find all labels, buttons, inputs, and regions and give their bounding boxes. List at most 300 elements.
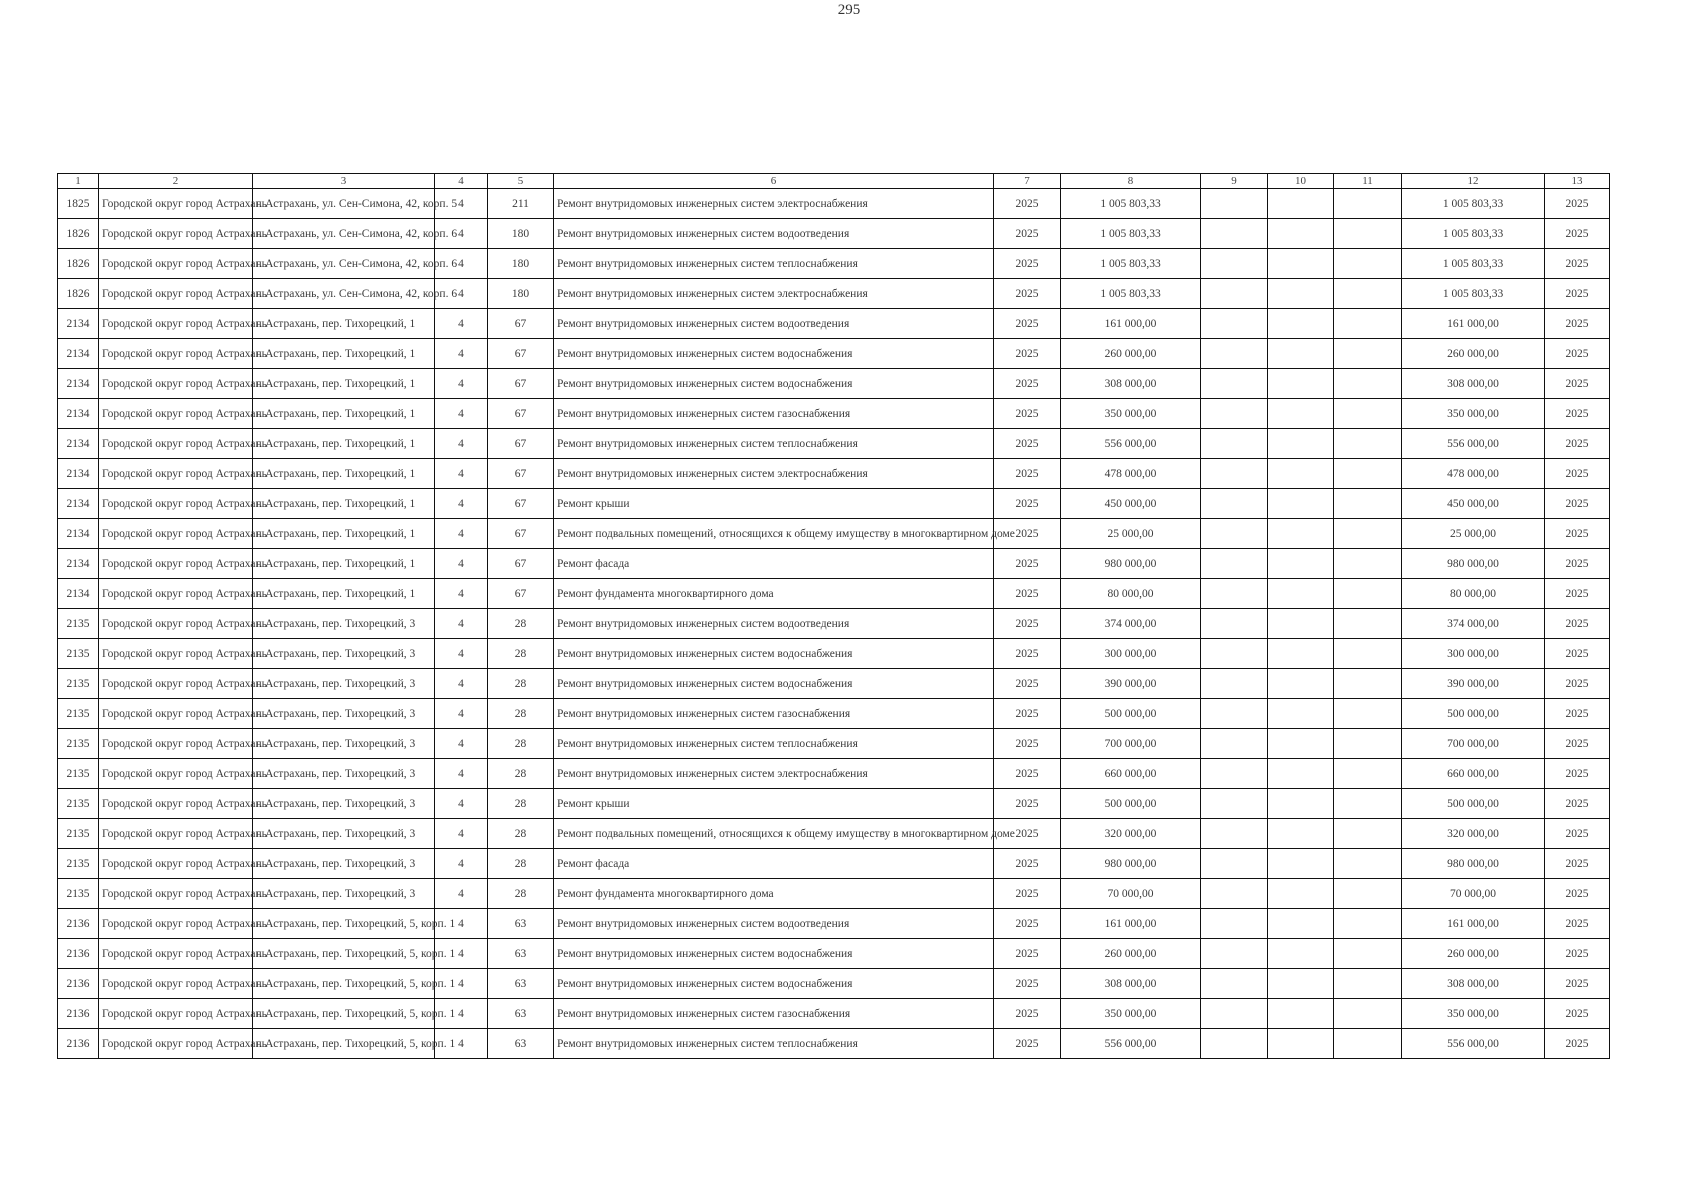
table-row [58,909,1610,939]
owner-funds-cell: 350 000,00 [1402,999,1545,1029]
completion-year-cell: 2025 [1545,609,1610,639]
total-cost-cell: 478 000,00 [1061,459,1201,489]
floors-count-cell: 4 [435,399,488,429]
col-10-cell [1268,639,1334,669]
work-type-cell: Ремонт внутридомовых инженерных систем теплоснабжения [554,249,994,279]
apartments-count-cell: 63 [488,939,554,969]
apartments-count-cell: 28 [488,699,554,729]
total-cost-cell: 556 000,00 [1061,1029,1201,1059]
completion-year-cell: 2025 [1545,459,1610,489]
col-9-cell [1201,909,1268,939]
col-9-cell [1201,189,1268,219]
table-row [58,459,1610,489]
total-cost-cell: 980 000,00 [1061,549,1201,579]
work-type-cell: Ремонт подвальных помещений, относящихся к общему имуществу в многоквартирном доме [554,519,994,549]
completion-year-cell: 2025 [1545,339,1610,369]
col-10-cell [1268,369,1334,399]
col-9-cell [1201,579,1268,609]
owner-funds-cell: 320 000,00 [1402,819,1545,849]
planned-year-cell: 2025 [994,639,1061,669]
planned-year-cell: 2025 [994,999,1061,1029]
table-row [58,1029,1610,1059]
col-9-cell [1201,369,1268,399]
completion-year-cell: 2025 [1545,249,1610,279]
planned-year-cell: 2025 [994,909,1061,939]
header-cell: 13 [1545,174,1610,189]
work-type-cell: Ремонт внутридомовых инженерных систем теплоснабжения [554,729,994,759]
address-cell: г. Астрахань, пер. Тихорецкий, 1 [253,519,435,549]
col-11-cell [1334,699,1402,729]
total-cost-cell: 70 000,00 [1061,879,1201,909]
floors-count-cell: 4 [435,309,488,339]
floors-count-cell: 4 [435,879,488,909]
header-cell: 11 [1334,174,1402,189]
total-cost-cell: 308 000,00 [1061,369,1201,399]
col-10-cell [1268,189,1334,219]
address-cell: г. Астрахань, ул. Сен-Симона, 42, корп. 6 [253,249,435,279]
header-cell: 6 [554,174,994,189]
col-9-cell [1201,219,1268,249]
work-type-cell: Ремонт внутридомовых инженерных систем водоснабжения [554,639,994,669]
owner-funds-cell: 350 000,00 [1402,399,1545,429]
municipality-cell: Городской округ город Астрахань [99,639,253,669]
apartments-count-cell: 180 [488,249,554,279]
header-cell: 2 [99,174,253,189]
planned-year-cell: 2025 [994,519,1061,549]
planned-year-cell: 2025 [994,669,1061,699]
planned-year-cell: 2025 [994,549,1061,579]
owner-funds-cell: 556 000,00 [1402,429,1545,459]
municipality-cell: Городской округ город Астрахань [99,819,253,849]
apartments-count-cell: 67 [488,489,554,519]
completion-year-cell: 2025 [1545,969,1610,999]
row-number-cell: 2134 [58,429,99,459]
completion-year-cell: 2025 [1545,639,1610,669]
municipality-cell: Городской округ город Астрахань [99,369,253,399]
col-10-cell [1268,309,1334,339]
owner-funds-cell: 300 000,00 [1402,639,1545,669]
total-cost-cell: 450 000,00 [1061,489,1201,519]
work-type-cell: Ремонт внутридомовых инженерных систем водоотведения [554,309,994,339]
table-row [58,789,1610,819]
apartments-count-cell: 67 [488,429,554,459]
total-cost-cell: 1 005 803,33 [1061,249,1201,279]
municipality-cell: Городской округ город Астрахань [99,279,253,309]
floors-count-cell: 4 [435,519,488,549]
work-type-cell: Ремонт крыши [554,789,994,819]
owner-funds-cell: 700 000,00 [1402,729,1545,759]
col-11-cell [1334,399,1402,429]
owner-funds-cell: 308 000,00 [1402,369,1545,399]
address-cell: г. Астрахань, пер. Тихорецкий, 5, корп. 1 [253,909,435,939]
col-9-cell [1201,969,1268,999]
floors-count-cell: 4 [435,1029,488,1059]
apartments-count-cell: 28 [488,849,554,879]
col-10-cell [1268,729,1334,759]
work-type-cell: Ремонт внутридомовых инженерных систем электроснабжения [554,189,994,219]
address-cell: г. Астрахань, ул. Сен-Симона, 42, корп. 5 [253,189,435,219]
header-cell: 7 [994,174,1061,189]
completion-year-cell: 2025 [1545,579,1610,609]
table-row [58,819,1610,849]
table-row [58,489,1610,519]
header-cell: 1 [58,174,99,189]
col-10-cell [1268,249,1334,279]
table-row [58,759,1610,789]
apartments-count-cell: 28 [488,879,554,909]
col-9-cell [1201,489,1268,519]
apartments-count-cell: 67 [488,369,554,399]
floors-count-cell: 4 [435,699,488,729]
col-11-cell [1334,879,1402,909]
apartments-count-cell: 63 [488,1029,554,1059]
col-9-cell [1201,519,1268,549]
municipality-cell: Городской округ город Астрахань [99,489,253,519]
owner-funds-cell: 25 000,00 [1402,519,1545,549]
total-cost-cell: 350 000,00 [1061,999,1201,1029]
apartments-count-cell: 28 [488,789,554,819]
planned-year-cell: 2025 [994,399,1061,429]
work-type-cell: Ремонт фундамента многоквартирного дома [554,879,994,909]
address-cell: г. Астрахань, пер. Тихорецкий, 3 [253,609,435,639]
owner-funds-cell: 478 000,00 [1402,459,1545,489]
apartments-count-cell: 28 [488,759,554,789]
col-11-cell [1334,489,1402,519]
work-type-cell: Ремонт внутридомовых инженерных систем водоснабжения [554,939,994,969]
work-type-cell: Ремонт внутридомовых инженерных систем газоснабжения [554,399,994,429]
col-10-cell [1268,399,1334,429]
table-row [58,369,1610,399]
col-11-cell [1334,999,1402,1029]
address-cell: г. Астрахань, пер. Тихорецкий, 1 [253,489,435,519]
header-cell: 8 [1061,174,1201,189]
municipality-cell: Городской округ город Астрахань [99,189,253,219]
col-11-cell [1334,279,1402,309]
planned-year-cell: 2025 [994,729,1061,759]
apartments-count-cell: 211 [488,189,554,219]
address-cell: г. Астрахань, пер. Тихорецкий, 3 [253,759,435,789]
header-cell: 4 [435,174,488,189]
col-11-cell [1334,1029,1402,1059]
header-cell: 12 [1402,174,1545,189]
owner-funds-cell: 980 000,00 [1402,849,1545,879]
table-row [58,669,1610,699]
address-cell: г. Астрахань, пер. Тихорецкий, 3 [253,639,435,669]
completion-year-cell: 2025 [1545,729,1610,759]
table-body [58,174,1610,1059]
municipality-cell: Городской округ город Астрахань [99,519,253,549]
col-9-cell [1201,1029,1268,1059]
apartments-count-cell: 63 [488,999,554,1029]
work-type-cell: Ремонт внутридомовых инженерных систем водоснабжения [554,369,994,399]
owner-funds-cell: 1 005 803,33 [1402,219,1545,249]
total-cost-cell: 300 000,00 [1061,639,1201,669]
col-10-cell [1268,339,1334,369]
work-type-cell: Ремонт внутридомовых инженерных систем теплоснабжения [554,1029,994,1059]
municipality-cell: Городской округ город Астрахань [99,759,253,789]
table-row [58,519,1610,549]
floors-count-cell: 4 [435,579,488,609]
col-9-cell [1201,399,1268,429]
address-cell: г. Астрахань, пер. Тихорецкий, 3 [253,729,435,759]
total-cost-cell: 1 005 803,33 [1061,279,1201,309]
header-cell: 9 [1201,174,1268,189]
total-cost-cell: 374 000,00 [1061,609,1201,639]
owner-funds-cell: 260 000,00 [1402,339,1545,369]
completion-year-cell: 2025 [1545,849,1610,879]
completion-year-cell: 2025 [1545,549,1610,579]
owner-funds-cell: 308 000,00 [1402,969,1545,999]
work-type-cell: Ремонт крыши [554,489,994,519]
owner-funds-cell: 161 000,00 [1402,309,1545,339]
municipality-cell: Городской округ город Астрахань [99,429,253,459]
floors-count-cell: 4 [435,489,488,519]
total-cost-cell: 700 000,00 [1061,729,1201,759]
address-cell: г. Астрахань, пер. Тихорецкий, 3 [253,669,435,699]
col-11-cell [1334,459,1402,489]
table-row [58,849,1610,879]
col-10-cell [1268,789,1334,819]
col-10-cell [1268,549,1334,579]
col-11-cell [1334,939,1402,969]
municipality-cell: Городской округ город Астрахань [99,669,253,699]
address-cell: г. Астрахань, пер. Тихорецкий, 1 [253,429,435,459]
row-number-cell: 2135 [58,819,99,849]
floors-count-cell: 4 [435,759,488,789]
owner-funds-cell: 260 000,00 [1402,939,1545,969]
row-number-cell: 2135 [58,879,99,909]
address-cell: г. Астрахань, пер. Тихорецкий, 3 [253,789,435,819]
header-cell: 5 [488,174,554,189]
municipality-cell: Городской округ город Астрахань [99,459,253,489]
row-number-cell: 2134 [58,369,99,399]
address-cell: г. Астрахань, пер. Тихорецкий, 1 [253,549,435,579]
address-cell: г. Астрахань, пер. Тихорецкий, 3 [253,879,435,909]
floors-count-cell: 4 [435,279,488,309]
col-9-cell [1201,429,1268,459]
total-cost-cell: 260 000,00 [1061,339,1201,369]
floors-count-cell: 4 [435,669,488,699]
municipality-cell: Городской округ город Астрахань [99,399,253,429]
total-cost-cell: 350 000,00 [1061,399,1201,429]
planned-year-cell: 2025 [994,849,1061,879]
address-cell: г. Астрахань, пер. Тихорецкий, 1 [253,369,435,399]
municipality-cell: Городской округ город Астрахань [99,849,253,879]
row-number-cell: 2136 [58,909,99,939]
work-type-cell: Ремонт внутридомовых инженерных систем водоотведения [554,219,994,249]
row-number-cell: 1826 [58,279,99,309]
work-type-cell: Ремонт внутридомовых инженерных систем газоснабжения [554,999,994,1029]
total-cost-cell: 161 000,00 [1061,909,1201,939]
row-number-cell: 1826 [58,219,99,249]
address-cell: г. Астрахань, пер. Тихорецкий, 3 [253,699,435,729]
work-type-cell: Ремонт внутридомовых инженерных систем теплоснабжения [554,429,994,459]
apartments-count-cell: 67 [488,459,554,489]
municipality-cell: Городской округ город Астрахань [99,729,253,759]
col-10-cell [1268,579,1334,609]
total-cost-cell: 660 000,00 [1061,759,1201,789]
completion-year-cell: 2025 [1545,369,1610,399]
municipality-cell: Городской округ город Астрахань [99,999,253,1029]
col-9-cell [1201,819,1268,849]
row-number-cell: 2135 [58,699,99,729]
col-11-cell [1334,639,1402,669]
completion-year-cell: 2025 [1545,219,1610,249]
planned-year-cell: 2025 [994,789,1061,819]
owner-funds-cell: 161 000,00 [1402,909,1545,939]
table-row [58,579,1610,609]
col-11-cell [1334,249,1402,279]
table-row [58,879,1610,909]
row-number-cell: 2134 [58,489,99,519]
floors-count-cell: 4 [435,639,488,669]
col-11-cell [1334,429,1402,459]
row-number-cell: 2135 [58,609,99,639]
col-10-cell [1268,699,1334,729]
row-number-cell: 2136 [58,1029,99,1059]
col-10-cell [1268,999,1334,1029]
col-11-cell [1334,789,1402,819]
planned-year-cell: 2025 [994,879,1061,909]
col-10-cell [1268,429,1334,459]
municipality-cell: Городской округ город Астрахань [99,699,253,729]
table-row [58,399,1610,429]
col-10-cell [1268,609,1334,639]
table-row [58,339,1610,369]
row-number-cell: 2135 [58,759,99,789]
owner-funds-cell: 390 000,00 [1402,669,1545,699]
planned-year-cell: 2025 [994,969,1061,999]
table-row [58,939,1610,969]
planned-year-cell: 2025 [994,279,1061,309]
municipality-cell: Городской округ город Астрахань [99,309,253,339]
col-9-cell [1201,849,1268,879]
total-cost-cell: 556 000,00 [1061,429,1201,459]
col-11-cell [1334,669,1402,699]
address-cell: г. Астрахань, пер. Тихорецкий, 1 [253,339,435,369]
table-row [58,189,1610,219]
col-11-cell [1334,579,1402,609]
completion-year-cell: 2025 [1545,939,1610,969]
work-type-cell: Ремонт внутридомовых инженерных систем водоснабжения [554,669,994,699]
completion-year-cell: 2025 [1545,429,1610,459]
owner-funds-cell: 374 000,00 [1402,609,1545,639]
owner-funds-cell: 556 000,00 [1402,1029,1545,1059]
address-cell: г. Астрахань, ул. Сен-Симона, 42, корп. 6 [253,219,435,249]
col-9-cell [1201,459,1268,489]
municipality-cell: Городской округ город Астрахань [99,1029,253,1059]
col-10-cell [1268,849,1334,879]
total-cost-cell: 1 005 803,33 [1061,219,1201,249]
row-number-cell: 2134 [58,549,99,579]
header-cell: 10 [1268,174,1334,189]
col-11-cell [1334,369,1402,399]
completion-year-cell: 2025 [1545,189,1610,219]
col-9-cell [1201,699,1268,729]
table-row [58,429,1610,459]
col-10-cell [1268,969,1334,999]
owner-funds-cell: 1 005 803,33 [1402,279,1545,309]
floors-count-cell: 4 [435,729,488,759]
completion-year-cell: 2025 [1545,699,1610,729]
table-row [58,999,1610,1029]
col-10-cell [1268,489,1334,519]
col-10-cell [1268,219,1334,249]
col-9-cell [1201,939,1268,969]
floors-count-cell: 4 [435,789,488,819]
floors-count-cell: 4 [435,849,488,879]
municipality-cell: Городской округ город Астрахань [99,609,253,639]
work-type-cell: Ремонт внутридомовых инженерных систем водоснабжения [554,969,994,999]
col-10-cell [1268,759,1334,789]
row-number-cell: 2134 [58,459,99,489]
address-cell: г. Астрахань, пер. Тихорецкий, 5, корп. 1 [253,999,435,1029]
work-type-cell: Ремонт внутридомовых инженерных систем водоснабжения [554,339,994,369]
planned-year-cell: 2025 [994,579,1061,609]
municipality-cell: Городской округ город Астрахань [99,249,253,279]
col-10-cell [1268,459,1334,489]
table-row [58,729,1610,759]
owner-funds-cell: 450 000,00 [1402,489,1545,519]
completion-year-cell: 2025 [1545,399,1610,429]
total-cost-cell: 500 000,00 [1061,699,1201,729]
total-cost-cell: 260 000,00 [1061,939,1201,969]
col-11-cell [1334,819,1402,849]
row-number-cell: 1825 [58,189,99,219]
repair-plan-table [57,173,1610,1059]
planned-year-cell: 2025 [994,309,1061,339]
table-row [58,279,1610,309]
col-11-cell [1334,909,1402,939]
table-row [58,969,1610,999]
completion-year-cell: 2025 [1545,909,1610,939]
completion-year-cell: 2025 [1545,759,1610,789]
planned-year-cell: 2025 [994,339,1061,369]
work-type-cell: Ремонт фасада [554,849,994,879]
address-cell: г. Астрахань, пер. Тихорецкий, 1 [253,579,435,609]
address-cell: г. Астрахань, пер. Тихорецкий, 1 [253,459,435,489]
apartments-count-cell: 28 [488,819,554,849]
work-type-cell: Ремонт внутридомовых инженерных систем электроснабжения [554,759,994,789]
col-9-cell [1201,339,1268,369]
total-cost-cell: 390 000,00 [1061,669,1201,699]
col-11-cell [1334,849,1402,879]
work-type-cell: Ремонт внутридомовых инженерных систем водоотведения [554,909,994,939]
floors-count-cell: 4 [435,999,488,1029]
total-cost-cell: 500 000,00 [1061,789,1201,819]
planned-year-cell: 2025 [994,459,1061,489]
col-11-cell [1334,219,1402,249]
apartments-count-cell: 63 [488,909,554,939]
total-cost-cell: 980 000,00 [1061,849,1201,879]
total-cost-cell: 80 000,00 [1061,579,1201,609]
work-type-cell: Ремонт внутридомовых инженерных систем электроснабжения [554,279,994,309]
col-11-cell [1334,339,1402,369]
work-type-cell: Ремонт фундамента многоквартирного дома [554,579,994,609]
col-10-cell [1268,939,1334,969]
municipality-cell: Городской округ город Астрахань [99,939,253,969]
planned-year-cell: 2025 [994,189,1061,219]
municipality-cell: Городской округ город Астрахань [99,909,253,939]
col-9-cell [1201,549,1268,579]
planned-year-cell: 2025 [994,609,1061,639]
col-10-cell [1268,819,1334,849]
floors-count-cell: 4 [435,909,488,939]
table-row [58,699,1610,729]
table-header-row [58,174,1610,189]
col-9-cell [1201,639,1268,669]
planned-year-cell: 2025 [994,369,1061,399]
